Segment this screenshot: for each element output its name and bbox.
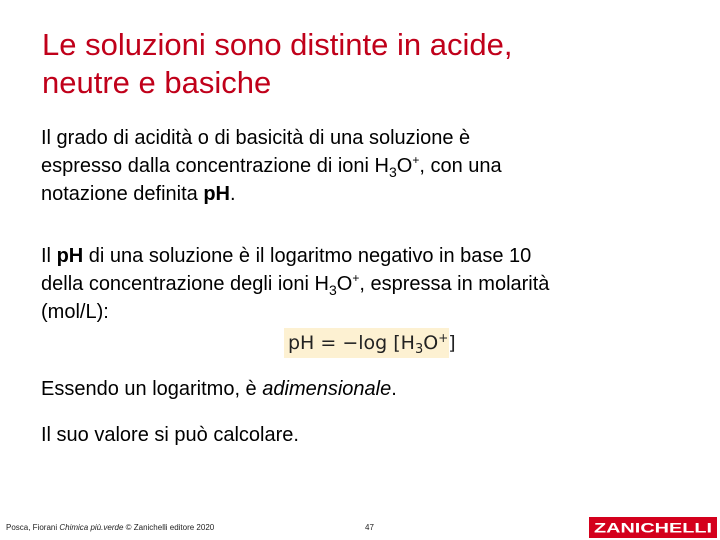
paragraph-ph-line-1	[41, 242, 681, 270]
text-fragment: © Zanichelli editore 2020	[123, 523, 215, 532]
italic-term: adimensionale	[262, 378, 392, 400]
text-fragment: espresso dalla concentrazione di ioni H	[41, 155, 389, 177]
superscript: +	[352, 271, 360, 285]
subscript: 3	[328, 282, 337, 298]
text-fragment: di una soluzione è il logaritmo negativo in base 10	[83, 245, 532, 267]
text-fragment: .	[230, 183, 236, 205]
formula-subscript: 3	[414, 342, 424, 357]
paragraph-acidity-line-2	[41, 152, 681, 180]
zanichelli-logo	[589, 517, 717, 538]
paragraph-ph-definition	[41, 242, 681, 326]
slide-title-line-1: Le soluzioni sono distinte in acide,	[42, 27, 513, 62]
bold-term-ph: pH	[203, 183, 231, 205]
slide-title-line-2: neutre e basiche	[42, 65, 272, 100]
paragraph-dimensionless	[41, 375, 681, 403]
text-fragment: Essendo un logaritmo, è	[41, 378, 263, 400]
paragraph-acidity-line-3	[41, 180, 681, 208]
text-fragment: notazione definita	[41, 183, 204, 205]
subscript: 3	[388, 164, 397, 180]
paragraph-acidity-line-1: Il grado di acidità o di basicità di una soluzione è	[41, 127, 471, 149]
text-fragment: O	[336, 273, 353, 295]
formula-text: pH = −log [H	[288, 332, 415, 354]
zanichelli-logo-wordmark	[589, 517, 717, 538]
paragraph-ph-line-2	[41, 270, 681, 298]
text-fragment: della concentrazione degli ioni H	[41, 273, 329, 295]
text-fragment: .	[391, 378, 397, 400]
paragraph-acidity	[41, 124, 681, 208]
text-fragment: O	[396, 155, 413, 177]
ph-formula	[284, 328, 456, 358]
paragraph-calculable: Il suo valore si può calcolare.	[41, 424, 299, 446]
text-fragment: Posca, Fiorani	[6, 523, 60, 532]
paragraph-ph-line-3: (mol/L):	[41, 301, 109, 323]
text-fragment: Il	[41, 245, 57, 267]
text-fragment: , con una	[419, 155, 502, 177]
slide-title	[42, 26, 702, 102]
text-fragment: , espressa in molarità	[359, 273, 550, 295]
logo-text: ZANICHELLI	[594, 519, 712, 536]
bold-term-ph: pH	[56, 245, 84, 267]
book-title: Chimica più.verde	[59, 523, 124, 532]
formula-text: O	[423, 332, 439, 354]
page-number: 47	[365, 523, 374, 532]
footer-credit	[6, 523, 214, 532]
formula-text: ]	[448, 332, 456, 354]
superscript: +	[412, 153, 420, 167]
formula-superscript: +	[438, 331, 449, 345]
